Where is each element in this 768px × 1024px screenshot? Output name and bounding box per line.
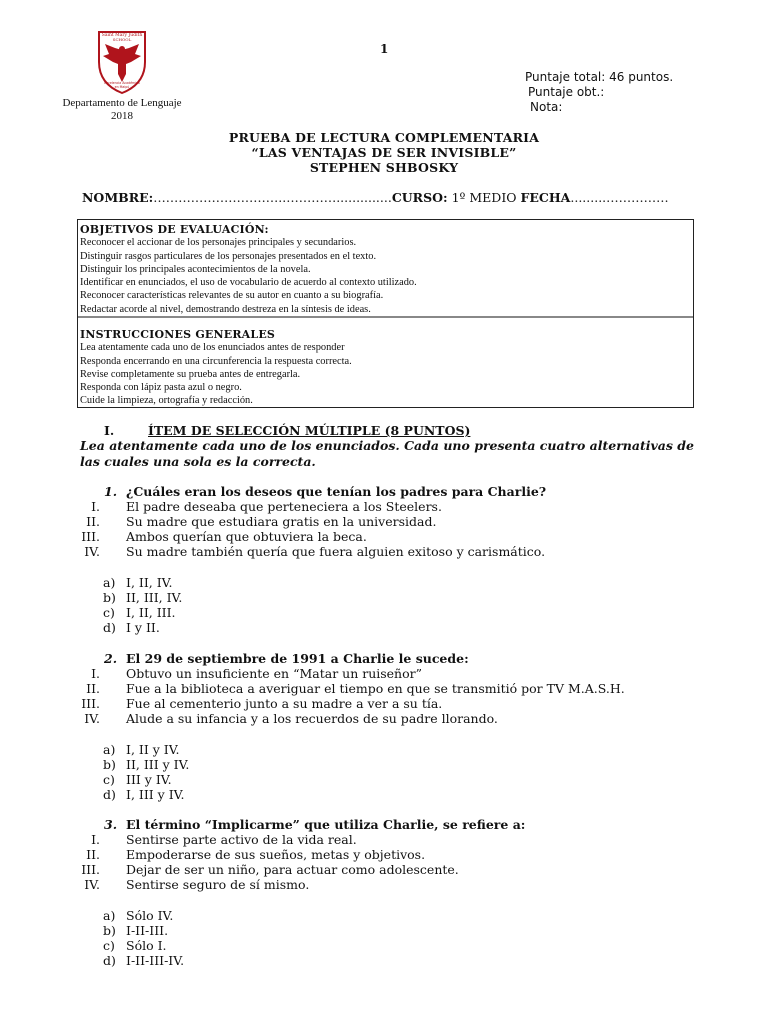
- objective-item: Distinguir los principales acontecimientos de la novela.: [80, 263, 311, 275]
- logo-text-1: Saint Mary Judith: [101, 33, 143, 38]
- statement-numeral: II.: [86, 681, 100, 696]
- question-number: 3.: [104, 817, 118, 832]
- section-title: ÍTEM DE SELECCIÓN MÚLTIPLE (8 PUNTOS): [148, 423, 471, 438]
- option-letter[interactable]: d): [103, 787, 116, 802]
- date-label: FECHA: [520, 190, 571, 205]
- question-number: 2.: [104, 651, 118, 666]
- option-letter[interactable]: c): [103, 938, 115, 953]
- option-text[interactable]: I, II, III.: [126, 605, 176, 620]
- question-title: [104, 651, 469, 666]
- objectives-section: [80, 223, 417, 316]
- option-letter[interactable]: b): [103, 590, 116, 605]
- department-name: Departamento de Lenguaje: [62, 97, 182, 109]
- option-letter[interactable]: b): [103, 757, 116, 772]
- statement-text: Su madre también quería que fuera alguien exitoso y carismático.: [126, 544, 546, 559]
- option-text[interactable]: Sólo I.: [126, 938, 167, 953]
- option-letter[interactable]: a): [103, 908, 116, 923]
- option-letter[interactable]: c): [103, 772, 115, 787]
- instruction-item: Responda encerrando en una circunferencia la respuesta correcta.: [80, 355, 352, 367]
- box-divider: [78, 316, 693, 318]
- statement-numeral: I.: [91, 832, 100, 847]
- score-obtained: Puntaje obt.:: [528, 85, 605, 99]
- department-year: 2018: [111, 110, 133, 122]
- option-text[interactable]: I, II y IV.: [126, 742, 180, 757]
- statement-text: El padre deseaba que perteneciera a los Steelers.: [126, 499, 442, 514]
- statement-text: Ambos querían que obtuviera la beca.: [126, 529, 367, 544]
- school-logo: [93, 26, 151, 96]
- instruction-item: Cuide la limpieza, ortografía y redacción.: [80, 395, 253, 407]
- name-label: NOMBRE:: [82, 190, 154, 205]
- logo-text-2: SCHOOL: [112, 37, 132, 42]
- statement-text: Fue al cementerio junto a su madre a ver a su tía.: [126, 696, 443, 711]
- option-letter[interactable]: a): [103, 742, 116, 757]
- option-text[interactable]: II, III, IV.: [126, 590, 183, 605]
- title-line-3: STEPHEN SHBOSKY: [309, 160, 459, 175]
- statement-numeral: IV.: [84, 544, 100, 559]
- objective-item: Redactar acorde al nivel, demostrando destreza en la síntesis de ideas.: [80, 303, 371, 315]
- option-text[interactable]: I y II.: [126, 620, 160, 635]
- statement-text: Fue a la biblioteca a averiguar el tiempo en que se transmitió por TV M.A.S.H.: [126, 681, 625, 696]
- statement-numeral: I.: [91, 666, 100, 681]
- question-text: El 29 de septiembre de 1991 a Charlie le sucede:: [126, 651, 469, 666]
- instruction-item: Lea atentamente cada uno de los enunciados antes de responder: [80, 342, 345, 354]
- statement-numeral: III.: [81, 862, 100, 877]
- question-title: [104, 484, 546, 499]
- question-text: ¿Cuáles eran los deseos que tenían los padres para Charlie?: [126, 484, 547, 499]
- objective-item: Identificar en enunciados, el uso de vocabulario de acuerdo al contexto utilizado.: [80, 277, 417, 289]
- option-text[interactable]: III y IV.: [126, 772, 172, 787]
- option-letter[interactable]: d): [103, 620, 116, 635]
- course-label: CURSO:: [391, 190, 448, 205]
- student-info-line: [82, 190, 669, 205]
- option-letter[interactable]: d): [103, 953, 116, 968]
- name-field[interactable]: …………………………..…………..............: [153, 190, 392, 205]
- instructions-section: [80, 328, 352, 408]
- option-text[interactable]: II, III y IV.: [126, 757, 190, 772]
- option-letter[interactable]: c): [103, 605, 115, 620]
- department-block: [52, 97, 192, 123]
- option-letter[interactable]: a): [103, 575, 116, 590]
- question-number: 1.: [104, 484, 118, 499]
- option-text[interactable]: Sólo IV.: [126, 908, 174, 923]
- statement-numeral: II.: [86, 514, 100, 529]
- option-text[interactable]: I-II-III-IV.: [126, 953, 185, 968]
- statement-numeral: IV.: [84, 877, 100, 892]
- objectives-heading: OBJETIVOS DE EVALUACIÓN:: [80, 223, 269, 236]
- page-number: 1: [380, 42, 389, 56]
- section-heading: [104, 423, 470, 438]
- title-line-2: “LAS VENTAJAS DE SER INVISIBLE”: [251, 145, 517, 160]
- objectives-instructions-box: [77, 219, 694, 408]
- section-intro: Lea atentamente cada uno de los enunciados. Cada uno presenta cuatro alternativas de las cuales una sola es la correcta.: [80, 438, 694, 469]
- statement-numeral: IV.: [84, 711, 100, 726]
- objective-item: Reconocer características relevantes de su autor en cuanto a su biografía.: [80, 290, 384, 302]
- date-field[interactable]: .........……………: [570, 190, 669, 205]
- instructions-heading: INSTRUCCIONES GENERALES: [80, 328, 276, 341]
- statement-numeral: III.: [81, 529, 100, 544]
- statement-numeral: II.: [86, 847, 100, 862]
- logo-text-3: Excelencia Académica: [104, 81, 140, 85]
- option-text[interactable]: I-II-III.: [126, 923, 169, 938]
- title-line-1: PRUEBA DE LECTURA COMPLEMENTARIA: [228, 130, 540, 145]
- statement-text: Empoderarse de sus sueños, metas y objetivos.: [126, 847, 426, 862]
- course-value: 1º MEDIO: [447, 190, 521, 205]
- section-roman: I.: [104, 423, 115, 438]
- score-block: [525, 70, 673, 115]
- statement-text: Sentirse parte activo de la vida real.: [126, 832, 357, 847]
- question-title: [104, 817, 525, 832]
- objective-item: Distinguir rasgos particulares de los personajes presentados en el texto.: [80, 250, 377, 262]
- question-text: El término “Implicarme” que utiliza Charlie, se refiere a:: [126, 817, 526, 832]
- option-letter[interactable]: b): [103, 923, 116, 938]
- objective-item: Reconocer el accionar de los personajes principales y secundarios.: [80, 237, 357, 249]
- option-text[interactable]: I, II, IV.: [126, 575, 173, 590]
- option-text[interactable]: I, III y IV.: [126, 787, 185, 802]
- instruction-item: Revise completamente su prueba antes de entregarla.: [80, 368, 301, 380]
- statement-text: Dejar de ser un niño, para actuar como adolescente.: [126, 862, 459, 877]
- logo-text-4: en Maipú: [114, 85, 130, 89]
- statement-text: Sentirse seguro de sí mismo.: [126, 877, 310, 892]
- instruction-item: Responda con lápiz pasta azul o negro.: [80, 382, 242, 394]
- test-title: [0, 130, 768, 175]
- statement-numeral: III.: [81, 696, 100, 711]
- grade-label: Nota:: [530, 100, 563, 114]
- statement-text: Obtuvo un insuficiente en “Matar un ruiseñor”: [126, 666, 422, 681]
- statement-text: Alude a su infancia y a los recuerdos de su padre llorando.: [126, 711, 498, 726]
- statement-numeral: I.: [91, 499, 100, 514]
- score-total: Puntaje total: 46 puntos.: [525, 70, 674, 84]
- statement-text: Su madre que estudiara gratis en la universidad.: [126, 514, 437, 529]
